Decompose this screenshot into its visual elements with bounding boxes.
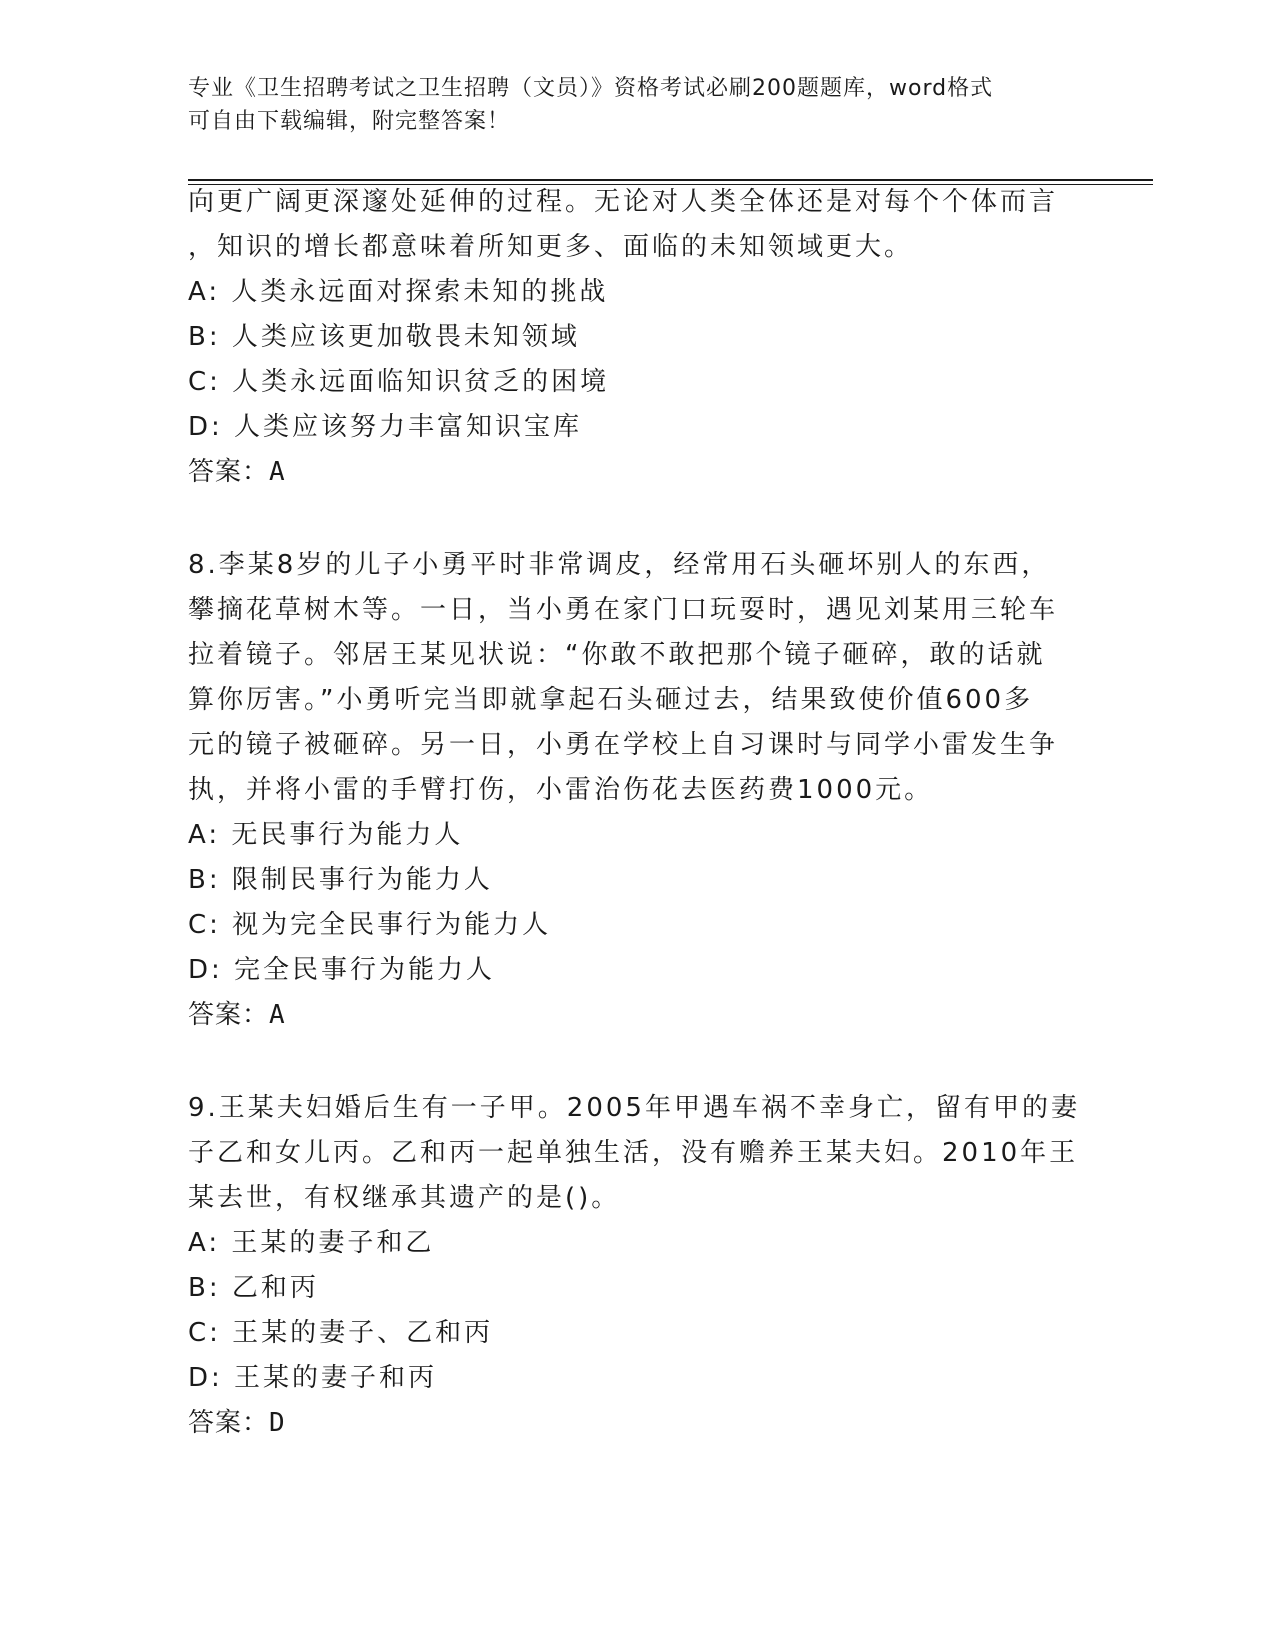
question-7-answer: 答案：A bbox=[188, 457, 286, 487]
question-9-stem-line-3: 某去世，有权继承其遗产的是()。 bbox=[188, 1183, 621, 1213]
question-9-answer: 答案：D bbox=[188, 1408, 286, 1438]
question-9-stem-line-1: 9.王某夫妇婚后生有一子甲。2005年甲遇车祸不幸身亡，留有甲的妻 bbox=[188, 1093, 1080, 1123]
question-7-option-d: D: 人类应该努力丰富知识宝库 bbox=[188, 412, 583, 442]
spacer bbox=[188, 495, 1088, 543]
question-8-stem-line-3: 拉着镜子。邻居王某见状说：“你敢不敢把那个镜子砸碎，敢的话就 bbox=[188, 640, 1046, 670]
question-9-option-a: A: 王某的妻子和乙 bbox=[188, 1228, 435, 1258]
question-7-block bbox=[188, 180, 1088, 1446]
question-8-stem-line-6: 执，并将小雷的手臂打伤，小雷治伤花去医药费1000元。 bbox=[188, 775, 934, 805]
question-8-option-b: B: 限制民事行为能力人 bbox=[188, 865, 493, 895]
header-title-line-2: 可自由下载编辑，附完整答案！ bbox=[188, 109, 511, 134]
question-7-option-a: A: 人类永远面对探索未知的挑战 bbox=[188, 277, 609, 307]
question-8-stem-line-1: 8.李某8岁的儿子小勇平时非常调皮，经常用石头砸坏别人的东西， bbox=[188, 550, 1051, 580]
question-9-option-d: D: 王某的妻子和丙 bbox=[188, 1363, 438, 1393]
question-9-option-b: B: 乙和丙 bbox=[188, 1273, 319, 1303]
header-title-line-1: 专业《卫生招聘考试之卫生招聘（文员）》资格考试必刷200题题库，word格式 bbox=[188, 76, 994, 101]
question-8-option-d: D: 完全民事行为能力人 bbox=[188, 955, 496, 985]
question-7-option-b: B: 人类应该更加敬畏未知领域 bbox=[188, 322, 580, 352]
question-8-stem-line-4: 算你厉害。”小勇听完当即就拿起石头砸过去，结果致使价值600多 bbox=[188, 685, 1034, 715]
page-header bbox=[188, 72, 1088, 138]
question-7-option-c: C: 人类永远面临知识贫乏的困境 bbox=[188, 367, 610, 397]
spacer bbox=[188, 1038, 1088, 1086]
question-8-stem-line-2: 攀摘花草树木等。一日，当小勇在家门口玩耍时，遇见刘某用三轮车 bbox=[188, 595, 1059, 625]
question-9-option-c: C: 王某的妻子、乙和丙 bbox=[188, 1318, 494, 1348]
question-9-stem-line-2: 子乙和女儿丙。乙和丙一起单独生活，没有赡养王某夫妇。2010年王 bbox=[188, 1138, 1079, 1168]
question-7-stem-line-1: 向更广阔更深邃处延伸的过程。无论对人类全体还是对每个个体而言 bbox=[188, 187, 1059, 217]
question-8-option-a: A: 无民事行为能力人 bbox=[188, 820, 464, 850]
question-8-answer: 答案：A bbox=[188, 1000, 286, 1030]
question-7-stem-line-2: ，知识的增长都意味着所知更多、面临的未知领域更大。 bbox=[188, 232, 914, 262]
question-8-stem-line-5: 元的镜子被砸碎。另一日，小勇在学校上自习课时与同学小雷发生争 bbox=[188, 730, 1059, 760]
question-8-option-c: C: 视为完全民事行为能力人 bbox=[188, 910, 552, 940]
